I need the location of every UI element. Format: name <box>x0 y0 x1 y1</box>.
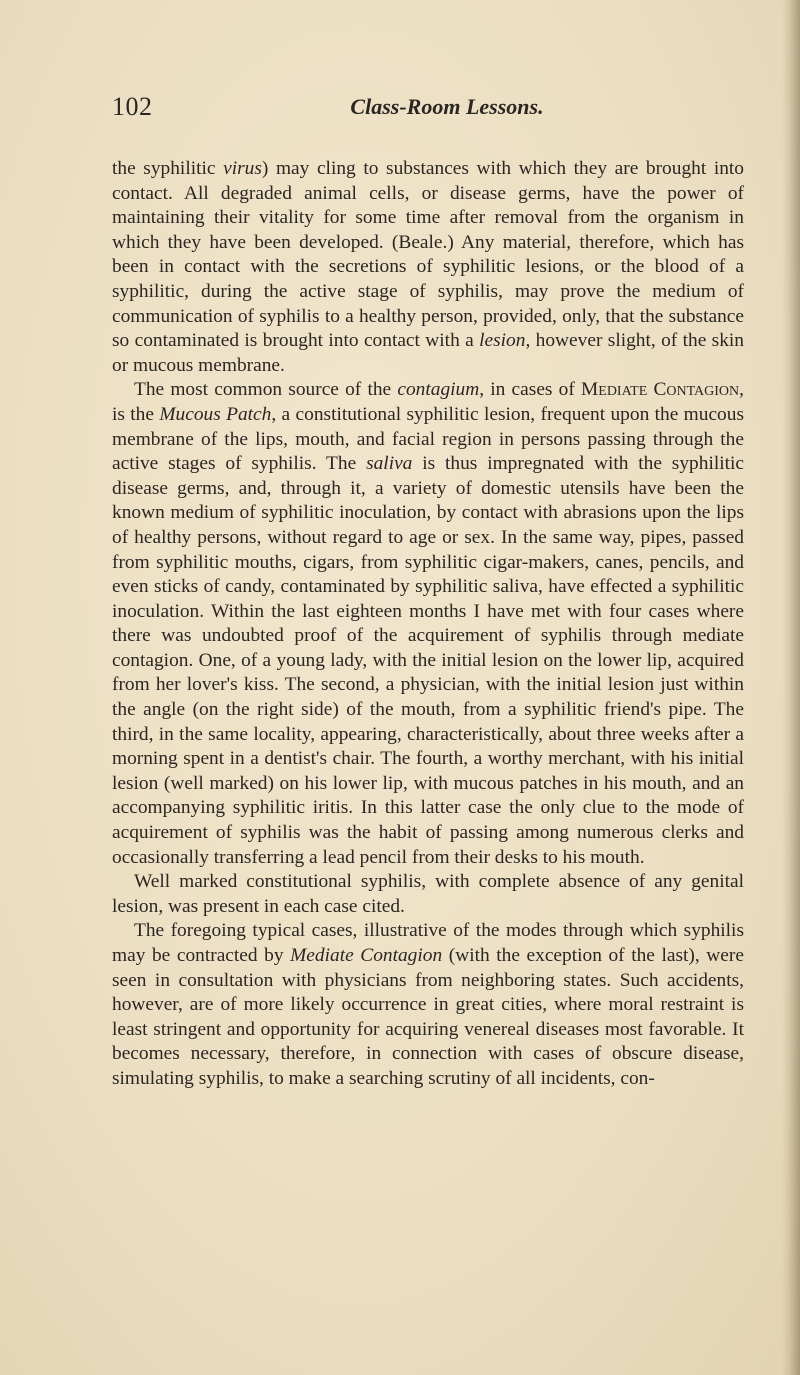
text-run: ) may cling to substances with which they are brought into contact. All degraded animal cells, or disease germs, have the power of maintaining their vitality for some time after removal from the organism in which they have been developed. (Beale.) Any material, therefore, which has been in contact with the secretions of syphilitic lesions, or the blood of a syphilitic, during the active stage of syphilis, may prove the medium of communication of syphilis to a healthy person, provided, only, that the substance so contaminated is brought into contact with a <box>112 158 745 352</box>
paragraph-3 <box>112 870 744 919</box>
paragraph-2 <box>112 378 744 870</box>
text-run: The foregoing typical cases, illustrative of the modes through which syphilis may be contracted by <box>112 920 744 966</box>
text-run: is thus impregnated with the syphilitic disease germs, and, through it, a variety of domestic utensils have been the known medium of syphilitic inoculation, by contact with abrasions upon the lips of healthy persons, without regard to age or sex. In the same way, pipes, passed from syphilitic mouths, cigars, from syphilitic cigar-makers, canes, pencils, and even sticks of candy, contaminated by syphilitic saliva, have effected a syphilitic inoculation. Within the last eighteen months I have met with four cases where there was undoubted proof of the acquirement of syphilis through mediate contagion. One, of a young lady, with the initial lesion on the lower lip, acquired from her lover's kiss. The second, a physician, with the initial lesion just within the angle (on the right side) of the mouth, from a syphilitic friend's pipe. The third, in the same locality, appearing, characteristically, about three weeks after a morning spent in a dentist's chair. The fourth, a worthy merchant, with his initial lesion (well marked) on his lower lip, with mucous patches in his mouth, and an accompanying syphilitic iritis. In this latter case the only clue to the mode of acquirement of syphilis was the habit of passing among numerous clerks and occasionally transferring a lead pencil from their desks to his mouth. <box>112 453 744 868</box>
paragraph-4 <box>112 919 744 1091</box>
emphasis-contagium: contagium <box>397 379 480 401</box>
page-number: 102 <box>112 92 153 121</box>
text-run: , is the <box>112 379 745 425</box>
paragraph-1 <box>112 157 744 378</box>
text-run: the syphilitic <box>112 158 224 179</box>
emphasis-saliva: saliva <box>366 453 413 475</box>
text-run: Well marked constitutional syphilis, with complete absence of any genital lesion, was present in each case cited. <box>112 871 744 917</box>
page-header <box>112 92 752 132</box>
running-title: Class-Room Lessons. <box>350 94 544 119</box>
text-run: (with the exception of the last), were seen in consultation with physicians from neighboring states. Such accidents, however, are of more likely occurrence in great cities, where moral restraint is least stringent and opportunity for acquiring venereal diseases most favorable. It becomes necessary, therefore, in connection with cases of obscure disease, simulating syphilis, to make a searching scrutiny of all incidents, con- <box>112 945 744 1089</box>
text-run: The most common source of the <box>134 379 398 401</box>
text-run: , a constitutional syphilitic lesion, frequent upon the mucous membrane of the lips, mouth, and facial region in persons passing through the active stages of syphilis. The <box>112 403 744 475</box>
emphasis-virus: virus <box>223 158 262 179</box>
emphasis-mediate-contagion: Mediate Contagion <box>290 945 443 966</box>
text-run: , however slight, of the skin or mucous membrane. <box>112 330 744 376</box>
small-caps-mediate-contagion: Mediate Contagion <box>581 379 740 401</box>
text-run: , in cases of <box>479 379 582 401</box>
emphasis-mucous-patch: Mucous Patch <box>159 403 272 425</box>
body-text <box>112 157 744 1092</box>
page-edge-shadow <box>782 0 800 1375</box>
emphasis-lesion: lesion <box>479 330 526 352</box>
